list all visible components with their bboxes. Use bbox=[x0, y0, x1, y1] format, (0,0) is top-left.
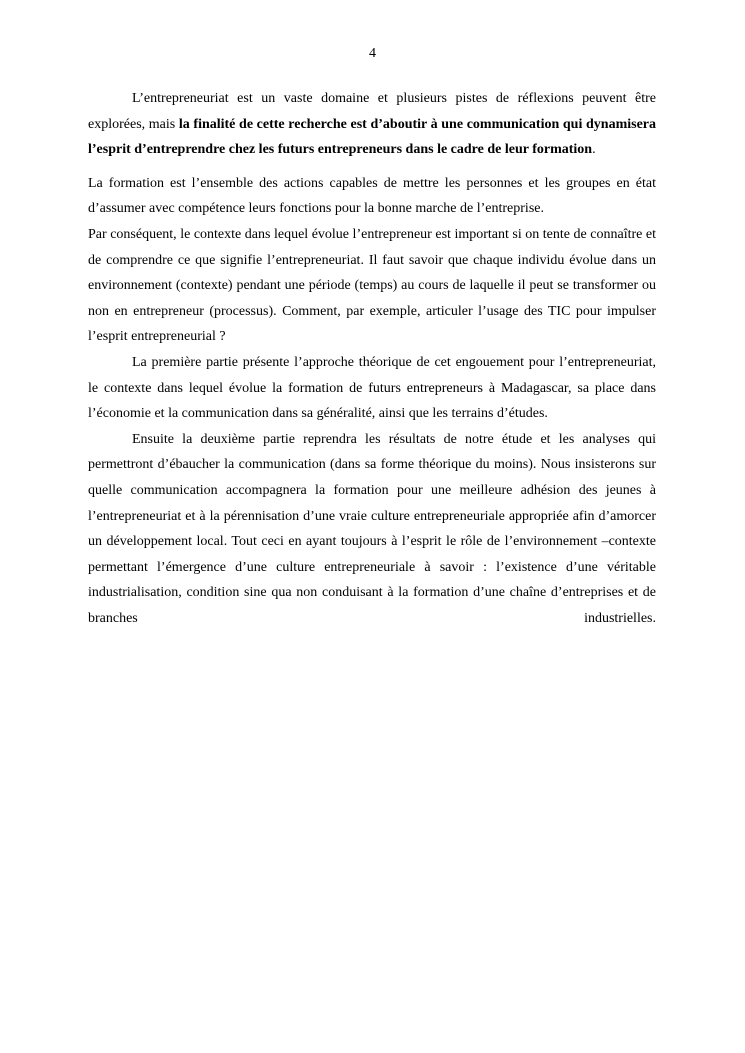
paragraph-intro bbox=[88, 86, 656, 163]
paragraph-intro-emphasis: la finalité de cette recherche est d’aboutir à une communication qui dynamisera l’esprit d’entreprendre chez les futurs entrepreneurs dans le cadre de leur formation bbox=[88, 116, 656, 158]
paragraph-formation: La formation est l’ensemble des actions capables de mettre les personnes et les groupes en état d’assumer avec compétence leurs fonctions pour la bonne marche de l’entreprise. bbox=[88, 175, 656, 217]
paragraph-first-part: La première partie présente l’approche théorique de cet engouement pour l’entrepreneuriat, le contexte dans lequel évolue la formation de futurs entrepreneurs à Madagascar, sa place dans l’économie et la communication dans sa généralité, ainsi que les terrains d’études. bbox=[88, 354, 656, 422]
document-body bbox=[88, 86, 656, 631]
paragraph-context: Par conséquent, le contexte dans lequel évolue l’entrepreneur est important si on tente de connaître et de comprendre ce que signifie l’entrepreneuriat. Il faut savoir que chaque individu évolue dans un environnement (contexte) pendant une période (temps) au cours de laquelle il peut se transformer ou non en entrepreneur (processus). Comment, par exemple, articuler l’usage des TIC pour impulser l’esprit entrepreneurial ? bbox=[88, 226, 656, 345]
paragraph-intro-end: . bbox=[592, 142, 596, 158]
paragraph-intro-text: L’entrepreneuriat est un vaste domaine et plusieurs pistes de réflexions peuvent être explorées, mais bbox=[88, 91, 656, 132]
paragraph-second-part: Ensuite la deuxième partie reprendra les résultats de notre étude et les analyses qui permettront d’ébaucher la communication (dans sa forme théorique du moins). Nous insisterons sur quelle communication accompagnera la formation pour une meilleure adhésion des jeunes à l’entrepreneuriat et à la pérennisation d’une vraie culture entrepreneuriale appropriée afin d’amorcer un développement local. Tout ceci en ayant toujours à l’esprit le rôle de l’environnement –contexte permettant l’émergence d’une culture entrepreneuriale à savoir : l’existence d’une véritable industrialisation, condition sine qua non conduisant à la formation d’une chaîne d’entreprises et de branches industrielles. bbox=[88, 431, 656, 626]
page-number: 4 bbox=[369, 46, 376, 61]
